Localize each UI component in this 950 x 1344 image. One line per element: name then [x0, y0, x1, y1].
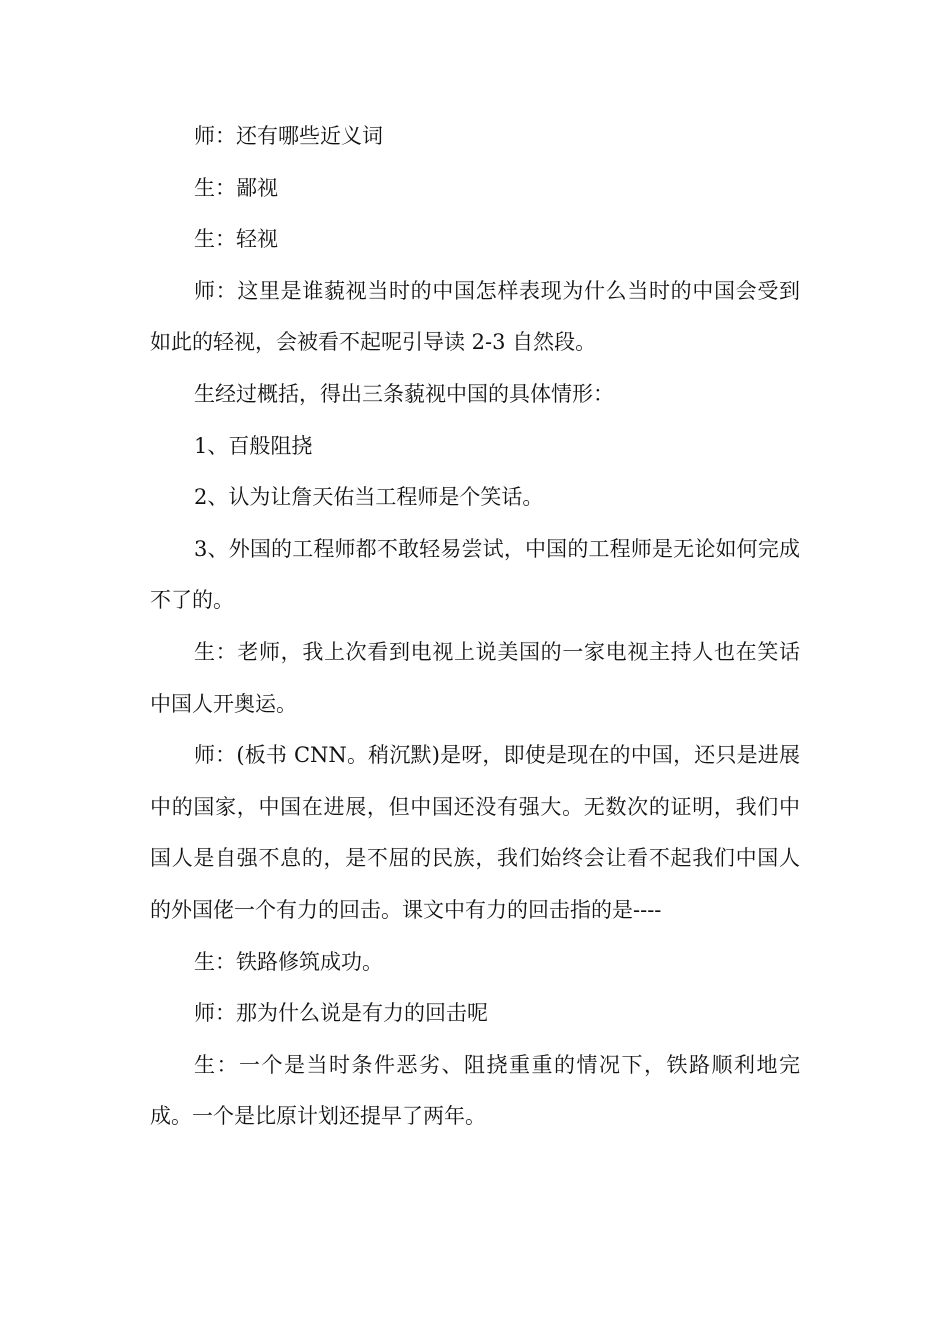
paragraph-list-item-3: 3、外国的工程师都不敢轻易尝试，中国的工程师是无论如何完成不了的。 [150, 536, 800, 613]
paragraph-student-answer-3: 生：铁路修筑成功。 [194, 949, 383, 974]
paragraph-teacher-question-2: 师：那为什么说是有力的回击呢 [194, 1001, 488, 1026]
paragraph-list-item-2: 2、认为让詹天佑当工程师是个笑话。 [194, 485, 544, 510]
paragraph-teacher-question: 师：还有哪些近义词 [194, 124, 383, 148]
paragraph-teacher-response: 师：(板书 CNN。稍沉默)是呀，即使是现在的中国，还只是进展中的国家，中国在进展，但中国还没有强大。无数次的证明，我们中国人是自强不息的，是不屈的民族，我们始终会让看不起我们中国人的外国佬一个有力的回击。课文中有力的回击指的是---- [150, 743, 800, 922]
document-body [150, 111, 800, 1143]
paragraph-student-summary: 生经过概括，得出三条藐视中国的具体情形： [194, 381, 614, 406]
paragraph-student-answer-1: 生：鄙视 [194, 175, 278, 200]
paragraph-student-answer-2: 生：轻视 [194, 227, 278, 252]
paragraph-student-comment: 生：老师，我上次看到电视上说美国的一家电视主持人也在笑话中国人开奥运。 [150, 639, 800, 716]
paragraph-student-answer-4: 生：一个是当时条件恶劣、阻挠重重的情况下，铁路顺利地完成。一个是比原计划还提早了两年。 [150, 1052, 800, 1129]
paragraph-list-item-1: 1、百般阻挠 [194, 433, 313, 458]
paragraph-teacher-prompt: 师：这里是谁藐视当时的中国怎样表现为什么当时的中国会受到如此的轻视，会被看不起呢引导读 2-3 自然段。 [150, 278, 800, 355]
